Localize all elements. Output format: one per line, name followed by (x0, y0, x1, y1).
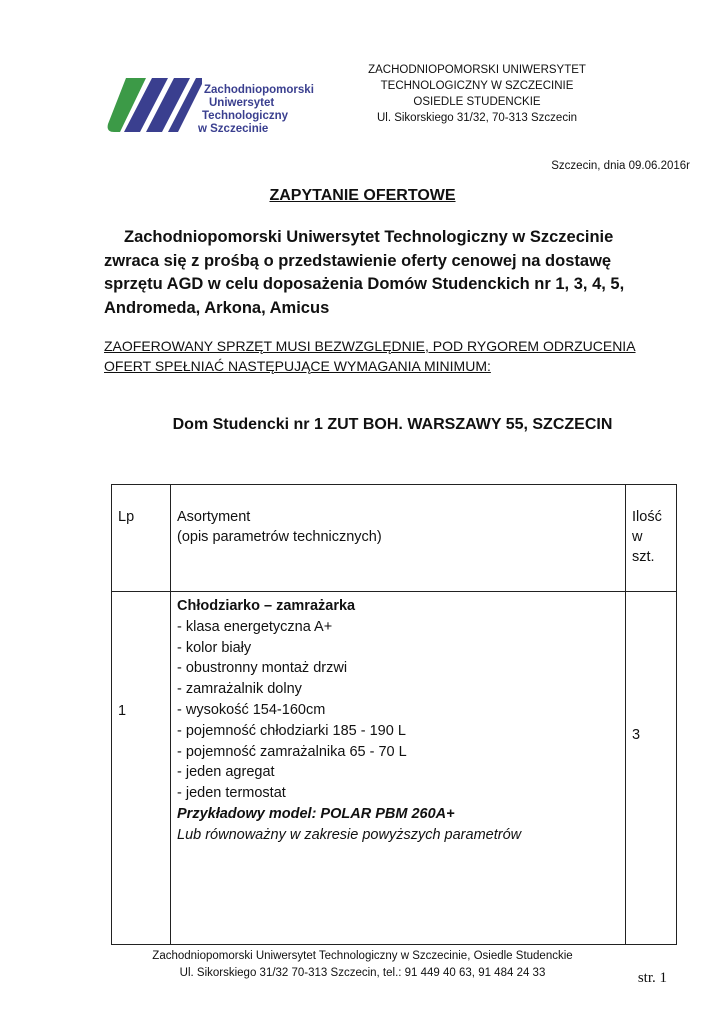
equivalent-note: Lub równoważny w zakresie powyższych parametrów (177, 826, 522, 843)
row-lp-value: 1 (118, 703, 127, 719)
feature-item: - jeden agregat (177, 764, 275, 781)
feature-item: - obustronny montaż drzwi (177, 660, 348, 677)
header-line-4: Ul. Sikorskiego 31/32, 70-313 Szczecin (376, 112, 578, 124)
row-description (171, 592, 626, 945)
document-title: ZAPYTANIE OFERTOWE (269, 187, 456, 204)
feature-item: - wysokość 154-160cm (177, 701, 326, 718)
document-date: Szczecin, dnia 09.06.2016r (551, 160, 690, 172)
zut-logo-mark-icon (106, 74, 202, 136)
logo-text-line-4: w Szczecinie (198, 123, 269, 135)
footer-line-1: Zachodniopomorski Uniwersytet Technologiczny w Szczecinie, Osiedle Studenckie (152, 950, 573, 962)
feature-item: - kolor biały (177, 639, 252, 656)
logo-text-line-3: Technologiczny (202, 110, 289, 122)
dorm-title: Dom Studencki nr 1 ZUT BOH. WARSZAWY 55, SZCZECIN (172, 416, 613, 433)
header-lp: Lp (112, 485, 171, 592)
header-asortyment-line-2: (opis parametrów technicznych) (177, 529, 382, 545)
page-number: str. 1 (637, 970, 667, 986)
university-logo (106, 74, 332, 136)
header-address (347, 62, 607, 126)
feature-item: - klasa energetyczna A+ (177, 618, 333, 635)
header-asortyment-line-1: Asortyment (177, 509, 251, 525)
feature-item: - zamrażalnik dolny (177, 681, 302, 698)
header-line-1: ZACHODNIOPOMORSKI UNIWERSYTET (368, 64, 586, 76)
table-header-row (112, 485, 677, 592)
items-table (111, 484, 677, 945)
table-row (112, 592, 677, 945)
feature-item: - pojemność zamrażalnika 65 - 70 L (177, 743, 407, 760)
logo-text-line-1: Zachodniopomorski (204, 84, 314, 96)
header-qty-line-3: szt. (632, 549, 655, 565)
header-line-2: TECHNOLOGICZNY W SZCZECINIE (380, 80, 574, 92)
intro-text: Zachodniopomorski Uniwersytet Technologiczny w Szczecinie zwraca się z prośbą o przedstawienie oferty cenowej na dostawę sprzętu AGD w celu doposażenia Domów Studenckich nr 1, 3, 4, 5, Andromeda, Arkona, Amicus (104, 228, 625, 317)
header-asortyment (171, 485, 626, 592)
feature-item: - jeden termostat (177, 785, 286, 802)
header-qty-line-1: Ilość (632, 509, 662, 525)
footer-line-2: Ul. Sikorskiego 31/32 70-313 Szczecin, tel.: 91 449 40 63, 91 484 24 33 (179, 967, 546, 979)
feature-item: - pojemność chłodziarki 185 - 190 L (177, 722, 406, 739)
page-footer (0, 948, 725, 982)
row-qty (626, 592, 677, 945)
row-qty-value: 3 (632, 727, 641, 743)
intro-paragraph (104, 226, 664, 320)
row-lp (112, 592, 171, 945)
header-line-3: OSIEDLE STUDENCKIE (413, 96, 541, 108)
example-model: Przykładowy model: POLAR PBM 260A+ (177, 805, 455, 822)
header-qty (626, 485, 677, 592)
requirements-notice: ZAOFEROWANY SPRZĘT MUSI BEZWZGLĘDNIE, POD RYGOREM ODRZUCENIA OFERT SPEŁNIAĆ NASTĘPUJĄCE WYMAGANIA MINIMUM: (104, 338, 636, 374)
header-qty-line-2: w (632, 529, 643, 545)
product-name: Chłodziarko – zamrażarka (177, 598, 356, 614)
logo-text-line-2: Uniwersytet (209, 97, 275, 109)
